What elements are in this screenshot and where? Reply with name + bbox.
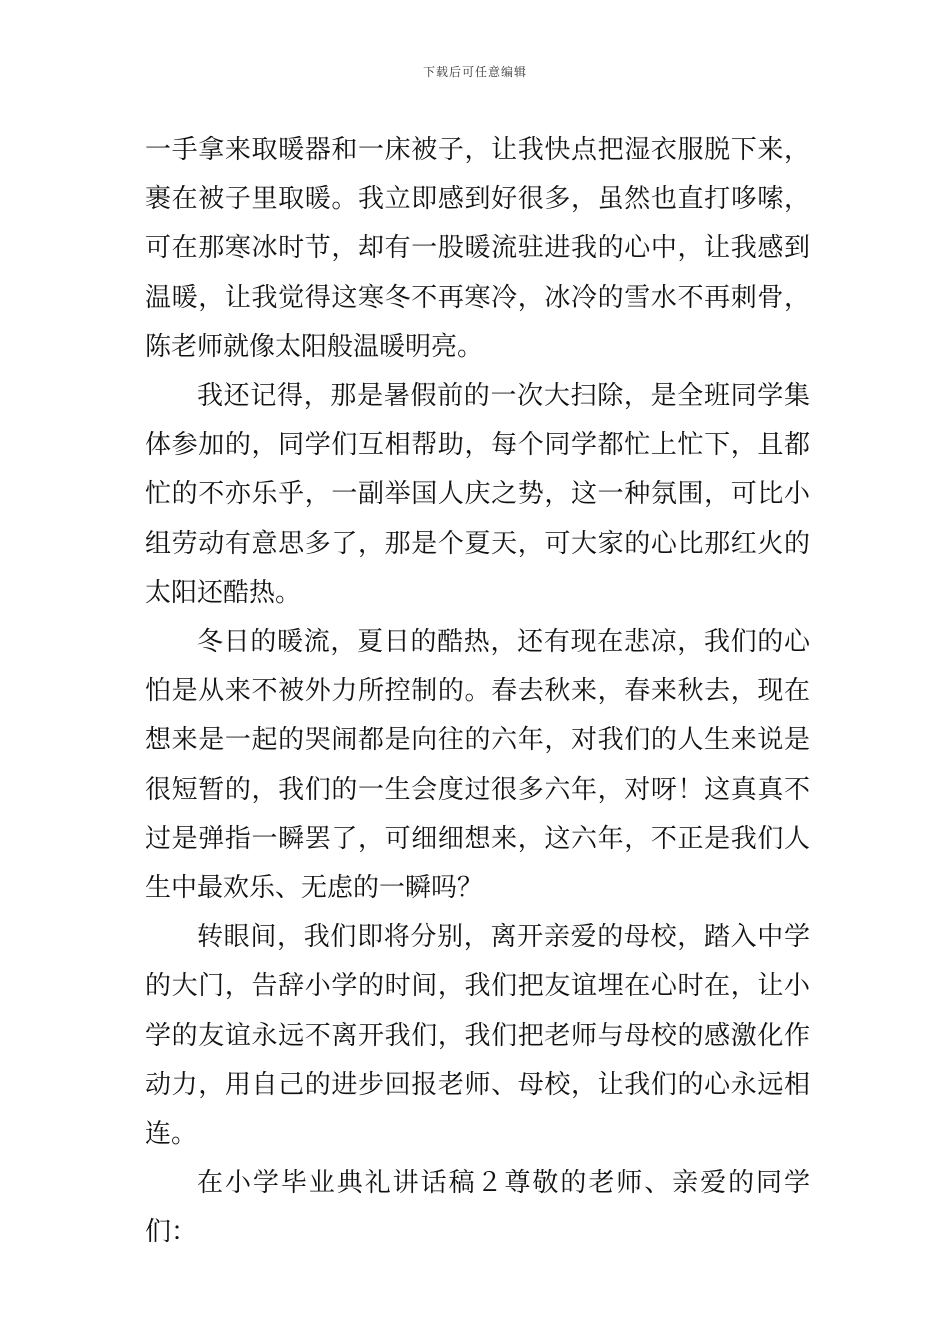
paragraph-cleanup-memory: 我还记得，那是暑假前的一次大扫除，是全班同学集体参加的，同学们互相帮助，每个同学都忙上忙下，且都忙的不亦乐乎，一副举国人庆之势，这一种氛围，可比小组劳动有意思多了，那是个夏天，可大家的心比那红火的太阳还酷热。 (145, 381, 810, 608)
paragraph-speech-2-opening: 在小学毕业典礼讲话稿２尊敬的老师、亲爱的同学们： (145, 1168, 810, 1248)
paragraph-farewell: 转眼间，我们即将分别，离开亲爱的母校，踏入中学的大门，告辞小学的时间，我们把友谊埋在心时在，让小学的友谊永远不离开我们，我们把老师与母校的感激化作动力，用自己的进步回报老师、母校，让我们的心永远相连。 (145, 922, 810, 1150)
paragraph-six-years: 冬日的暖流，夏日的酷热，还有现在悲凉，我们的心怕是从来不被外力所控制的。春去秋来，春来秋去，现在想来是一起的哭闹都是向往的六年，对我们的人生来说是很短暂的，我们的一生会度过很多六年，对呀！这真真不过是弹指一瞬罢了，可细细想来，这六年，不正是我们人生中最欢乐、无虑的一瞬吗？ (145, 627, 810, 904)
header-note: 下载后可任意编辑 (422, 65, 527, 79)
paragraph-continuation: 一手拿来取暖器和一床被子，让我快点把湿衣服脱下来，裹在被子里取暖。我立即感到好很多，虽然也直打哆嗦，可在那寒冰时节，却有一股暖流驻进我的心中，让我感到温暖，让我觉得这寒冬不再寒冷，冰冷的雪水不再刺骨，陈老师就像太阳般温暖明亮。 (145, 135, 810, 362)
document-body (145, 126, 810, 1258)
